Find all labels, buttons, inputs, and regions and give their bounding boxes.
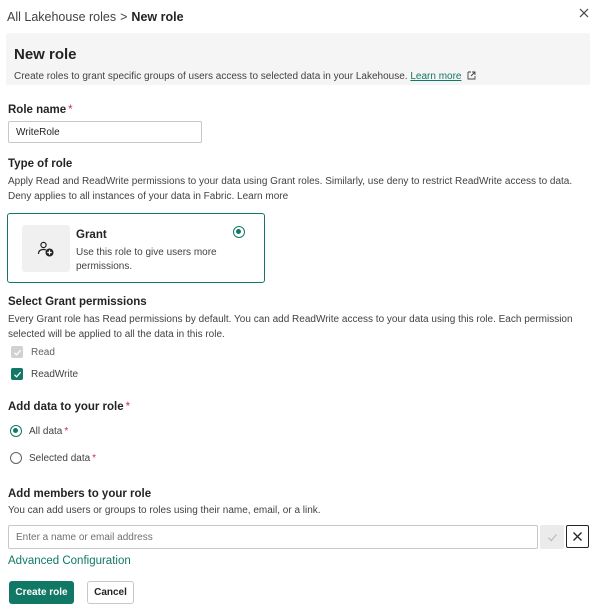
readwrite-option-label: ReadWrite	[31, 369, 79, 380]
read-checkbox[interactable]	[11, 346, 23, 358]
member-search-input[interactable]: Enter a name or email address	[8, 525, 538, 549]
grant-permissions-label: Select Grant permissions	[8, 296, 147, 308]
all-data-radio[interactable]	[10, 425, 22, 437]
learn-more-link[interactable]: Learn more	[410, 71, 462, 82]
breadcrumb	[7, 9, 594, 25]
required-mark: *	[64, 426, 69, 437]
grant-title: Grant	[76, 229, 107, 241]
confirm-member-button[interactable]	[540, 525, 564, 549]
add-members-label: Add members to your role	[8, 488, 152, 500]
readwrite-checkbox[interactable]	[11, 368, 23, 380]
type-of-role-label: Type of role	[8, 158, 73, 170]
clear-member-button[interactable]	[566, 525, 589, 548]
person-add-icon	[37, 240, 55, 258]
grant-description: Use this role to give users more permissions.	[76, 247, 217, 272]
checkmark-icon	[13, 370, 22, 379]
role-name-input[interactable]: WriteRole	[8, 121, 202, 143]
role-name-label: Role name *	[8, 104, 73, 116]
grant-permissions-description: Every Grant role has Read permissions by default. You can add ReadWrite access to your data using this role. Each permission selected will be applied to all the data in this role.	[8, 314, 573, 340]
required-mark: *	[92, 453, 97, 464]
grant-icon-box	[22, 225, 70, 272]
external-link-icon[interactable]	[467, 71, 476, 80]
close-icon	[572, 531, 583, 542]
all-data-label: All data *	[29, 426, 69, 437]
selected-data-radio[interactable]	[10, 452, 22, 464]
create-role-button[interactable]: Create role	[9, 581, 74, 604]
page-header	[6, 33, 590, 85]
read-option-label: Read	[31, 347, 55, 358]
grant-radio[interactable]	[233, 226, 245, 238]
required-mark: *	[68, 104, 73, 116]
checkmark-icon	[547, 532, 558, 543]
add-members-description: You can add users or groups to roles using their name, email, or a link.	[8, 505, 321, 516]
advanced-configuration-link[interactable]: Advanced Configuration	[8, 555, 131, 567]
add-data-label: Add data to your role *	[8, 401, 131, 413]
close-icon[interactable]	[578, 7, 590, 19]
page-title: New role	[14, 46, 77, 63]
page-description: Create roles to grant specific groups of users access to selected data in your Lakehouse. Learn more	[14, 71, 476, 82]
type-of-role-description: Apply Read and ReadWrite permissions to your data using Grant roles. Similarly, use deny to restrict ReadWrite access to data. Deny applies to all instances of your data in Fabric. Learn more	[8, 176, 573, 202]
selected-data-label: Selected data *	[29, 453, 97, 464]
breadcrumb-parent[interactable]: All Lakehouse roles	[7, 10, 117, 24]
grant-role-card[interactable]	[7, 213, 265, 283]
cancel-button[interactable]: Cancel	[87, 581, 134, 604]
checkmark-icon	[13, 348, 22, 357]
required-mark: *	[125, 401, 131, 413]
breadcrumb-current: New role	[131, 10, 184, 24]
breadcrumb-separator: >	[120, 10, 128, 24]
